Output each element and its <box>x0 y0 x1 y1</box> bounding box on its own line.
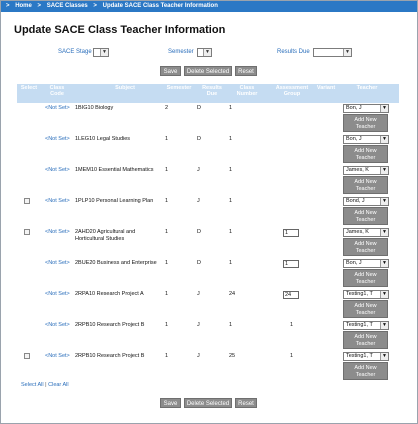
breadcrumb <box>1 1 417 12</box>
semester-cell: 1 <box>165 260 169 266</box>
results-due-cell: J <box>197 291 200 297</box>
class-code-link[interactable]: <Not Set> <box>45 260 70 266</box>
class-number-cell: 24 <box>229 291 236 297</box>
header-teacher: Teacher <box>356 85 378 91</box>
class-number-cell: 1 <box>229 105 233 111</box>
add-new-teacher-button[interactable]: Add New Teacher <box>343 362 388 380</box>
teacher-select-value: Testing1, T <box>346 291 373 297</box>
header-subject: Subject <box>115 85 135 91</box>
header-semester: Semester <box>166 85 192 91</box>
row-select-checkbox[interactable] <box>24 198 30 204</box>
header-results-due: Results Due <box>202 85 222 97</box>
table-row <box>17 321 399 351</box>
header-assessment-group: Assessment Group <box>275 85 309 97</box>
sace-stage-label: SACE Stage <box>58 49 92 55</box>
teacher-select[interactable] <box>343 228 389 237</box>
table-row <box>17 104 399 134</box>
teacher-select[interactable] <box>343 197 389 206</box>
add-new-teacher-button[interactable]: Add New Teacher <box>343 300 388 318</box>
row-select-checkbox[interactable] <box>24 353 30 359</box>
subject-cell: 1MEM10 Essential Mathematics <box>75 167 154 173</box>
add-new-teacher-button[interactable]: Add New Teacher <box>343 176 388 194</box>
add-new-teacher-button[interactable]: Add New Teacher <box>343 238 388 256</box>
header-variant: Variant <box>316 85 336 91</box>
teacher-select[interactable] <box>343 135 389 144</box>
teacher-select-value: Testing1, T <box>346 353 373 359</box>
add-new-teacher-button[interactable]: Add New Teacher <box>343 331 388 349</box>
results-due-label: Results Due <box>277 49 310 55</box>
teacher-select-value: James, K <box>346 229 369 235</box>
semester-label: Semester <box>168 49 194 55</box>
chevron-down-icon: ▼ <box>380 291 388 298</box>
class-number-cell: 1 <box>229 322 233 328</box>
class-number-cell: 1 <box>229 167 233 173</box>
table-row <box>17 352 399 382</box>
breadcrumb-separator: > <box>6 3 10 9</box>
assessment-group-input[interactable]: 1 <box>283 260 299 268</box>
class-number-cell: 1 <box>229 260 233 266</box>
class-code-link[interactable]: <Not Set> <box>45 198 70 204</box>
teacher-select[interactable] <box>343 352 389 361</box>
save-button[interactable]: Save <box>160 66 181 76</box>
add-new-teacher-button[interactable]: Add New Teacher <box>343 114 388 132</box>
subject-cell: 2RPA10 Research Project A <box>75 291 144 297</box>
breadcrumb-sace-classes-link[interactable]: SACE Classes <box>46 3 88 9</box>
teacher-select-value: Bon, J <box>346 136 362 142</box>
chevron-down-icon: ▼ <box>380 198 388 205</box>
chevron-down-icon: ▼ <box>343 49 351 56</box>
link-separator: | <box>45 382 47 388</box>
chevron-down-icon: ▼ <box>380 322 388 329</box>
semester-cell: 1 <box>165 229 169 235</box>
semester-cell: 2 <box>165 105 169 111</box>
save-button[interactable]: Save <box>160 398 181 408</box>
subject-cell: 1PLP10 Personal Learning Plan <box>75 198 154 204</box>
results-due-cell: J <box>197 353 200 359</box>
results-due-cell: J <box>197 322 200 328</box>
chevron-down-icon: ▼ <box>100 49 108 56</box>
table-row <box>17 259 399 289</box>
results-due-cell: J <box>197 167 200 173</box>
table-row <box>17 166 399 196</box>
subject-cell: 2RPB10 Research Project B <box>75 322 145 328</box>
chevron-down-icon: ▼ <box>380 136 388 143</box>
semester-cell: 1 <box>165 136 169 142</box>
semester-cell: 1 <box>165 291 169 297</box>
teacher-select[interactable] <box>343 259 389 268</box>
header-select: Select <box>20 85 38 91</box>
table-row <box>17 228 399 258</box>
semester-cell: 1 <box>165 353 169 359</box>
chevron-down-icon: ▼ <box>380 229 388 236</box>
semester-select[interactable] <box>197 48 212 57</box>
class-number-cell: 25 <box>229 353 236 359</box>
assessment-group-cell: 1 <box>290 353 294 359</box>
chevron-down-icon: ▼ <box>380 260 388 267</box>
class-code-link[interactable]: <Not Set> <box>45 229 70 235</box>
subject-cell: 2RPB10 Research Project B <box>75 353 145 359</box>
semester-cell: 1 <box>165 322 169 328</box>
breadcrumb-separator: > <box>37 3 42 9</box>
reset-button[interactable]: Reset <box>235 398 257 408</box>
subject-cell: 2AHD20 Agricultural and Horticultural Studies <box>75 229 136 242</box>
delete-selected-button[interactable]: Delete Selected <box>184 398 232 408</box>
results-due-cell: D <box>197 260 201 266</box>
class-code-link[interactable]: <Not Set> <box>45 105 70 111</box>
semester-cell: 1 <box>165 198 169 204</box>
clear-all-link[interactable]: Clear All <box>48 382 69 388</box>
chevron-down-icon: ▼ <box>380 105 388 112</box>
teacher-select-value: Bon, J <box>346 260 362 266</box>
results-due-cell: D <box>197 136 201 142</box>
sace-stage-select[interactable] <box>93 48 109 57</box>
select-links <box>21 382 69 388</box>
breadcrumb-separator: > <box>93 3 97 9</box>
class-code-link[interactable]: <Not Set> <box>45 136 70 142</box>
results-due-select[interactable] <box>313 48 352 57</box>
teacher-select-value: Bond, J <box>346 198 365 204</box>
class-code-link[interactable]: <Not Set> <box>45 353 70 359</box>
class-code-link[interactable]: <Not Set> <box>45 291 70 297</box>
teacher-select[interactable] <box>343 321 389 330</box>
row-select-checkbox[interactable] <box>24 229 30 235</box>
teacher-select-value: James, K <box>346 167 369 173</box>
teacher-select[interactable] <box>343 166 389 175</box>
add-new-teacher-button[interactable]: Add New Teacher <box>343 145 388 163</box>
teacher-select-value: Testing1, T <box>346 322 373 328</box>
results-due-cell: D <box>197 105 201 111</box>
table-row <box>17 197 399 227</box>
results-due-cell: D <box>197 229 201 235</box>
assessment-group-input[interactable]: 24 <box>283 291 299 299</box>
reset-button[interactable]: Reset <box>235 66 257 76</box>
class-number-cell: 1 <box>229 198 233 204</box>
teacher-select[interactable] <box>343 104 389 113</box>
class-number-cell: 1 <box>229 136 233 142</box>
table-row <box>17 135 399 165</box>
subject-cell: 1BIG10 Biology <box>75 105 114 111</box>
chevron-down-icon: ▼ <box>380 353 388 360</box>
results-due-cell: J <box>197 198 200 204</box>
teacher-select-value: Bon, J <box>346 105 362 111</box>
header-class-number: Class Number <box>236 85 258 97</box>
table-row <box>17 290 399 320</box>
page-title: Update SACE Class Teacher Information <box>14 24 226 36</box>
delete-selected-button[interactable]: Delete Selected <box>184 66 232 76</box>
chevron-down-icon: ▼ <box>380 167 388 174</box>
top-action-bar <box>0 66 418 77</box>
subject-cell: 1LEG10 Legal Studies <box>75 136 131 142</box>
breadcrumb-current: Update SACE Class Teacher Information <box>102 3 218 9</box>
select-all-link[interactable]: Select All <box>21 382 44 388</box>
assessment-group-cell: 1 <box>290 322 294 328</box>
table-header <box>17 84 399 103</box>
teacher-select[interactable] <box>343 290 389 299</box>
class-code-link[interactable]: <Not Set> <box>45 167 70 173</box>
header-class-code: Class Code <box>49 85 65 97</box>
chevron-down-icon: ▼ <box>203 49 211 56</box>
bottom-action-bar <box>0 398 418 409</box>
class-code-link[interactable]: <Not Set> <box>45 322 70 328</box>
semester-cell: 1 <box>165 167 169 173</box>
add-new-teacher-button[interactable]: Add New Teacher <box>343 269 388 287</box>
class-number-cell: 1 <box>229 229 233 235</box>
subject-cell: 2BUE20 Business and Enterprise <box>75 260 157 266</box>
assessment-group-input[interactable]: 1 <box>283 229 299 237</box>
breadcrumb-home-link[interactable]: Home <box>15 3 32 9</box>
add-new-teacher-button[interactable]: Add New Teacher <box>343 207 388 225</box>
